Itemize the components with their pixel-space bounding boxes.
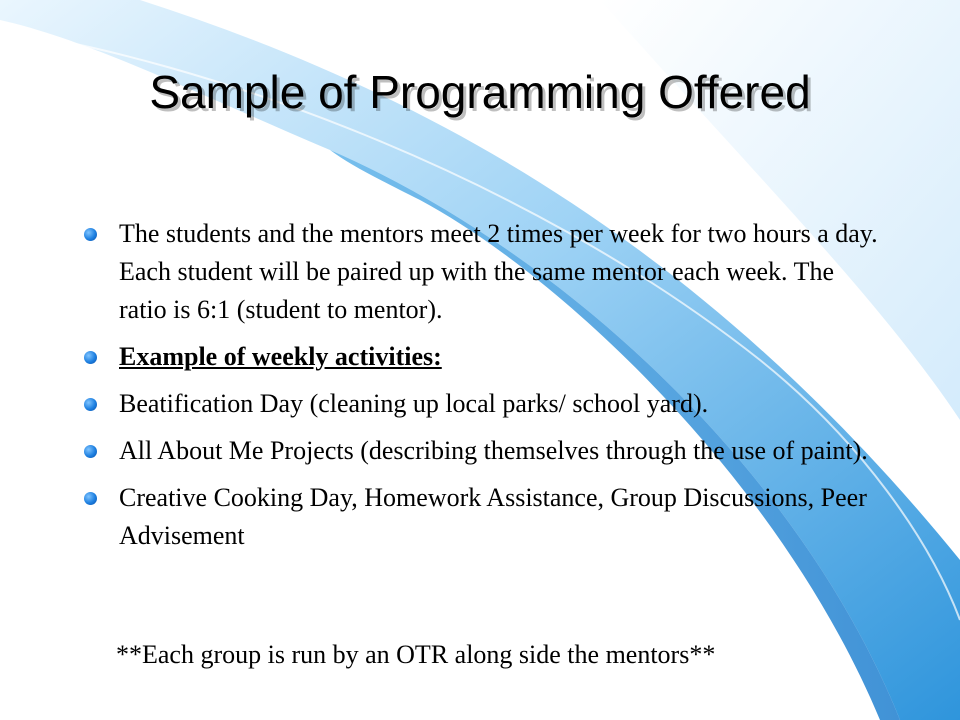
bullet-item-example-heading	[80, 338, 880, 376]
bullet-text: Beatification Day (cleaning up local parks/ school yard).	[119, 389, 709, 418]
slide-title: Sample of Programming Offered	[149, 66, 811, 118]
bullet-icon	[84, 351, 97, 364]
bullet-text: Example of weekly activities:	[119, 342, 442, 371]
bullet-item-all-about-me	[80, 432, 880, 470]
bullet-icon	[84, 398, 97, 411]
bullet-text: Creative Cooking Day, Homework Assistance, Group Discussions, Peer Advisement	[119, 483, 867, 550]
footnote: **Each group is run by an OTR along side the mentors**	[116, 640, 716, 669]
bullet-text: All About Me Projects (describing themselves through the use of paint).	[119, 436, 868, 465]
bullet-icon	[84, 492, 97, 505]
bullet-list	[80, 215, 880, 564]
bullet-text: The students and the mentors meet 2 times per week for two hours a day. Each student will be paired up with the same mentor each week. The ratio is 6:1 (student to mentor).	[119, 219, 878, 324]
bullet-item-schedule	[80, 215, 880, 329]
bullet-icon	[84, 228, 97, 241]
bullet-item-beatification-day	[80, 385, 880, 423]
bullet-icon	[84, 445, 97, 458]
bullet-item-creative-cooking	[80, 479, 880, 555]
